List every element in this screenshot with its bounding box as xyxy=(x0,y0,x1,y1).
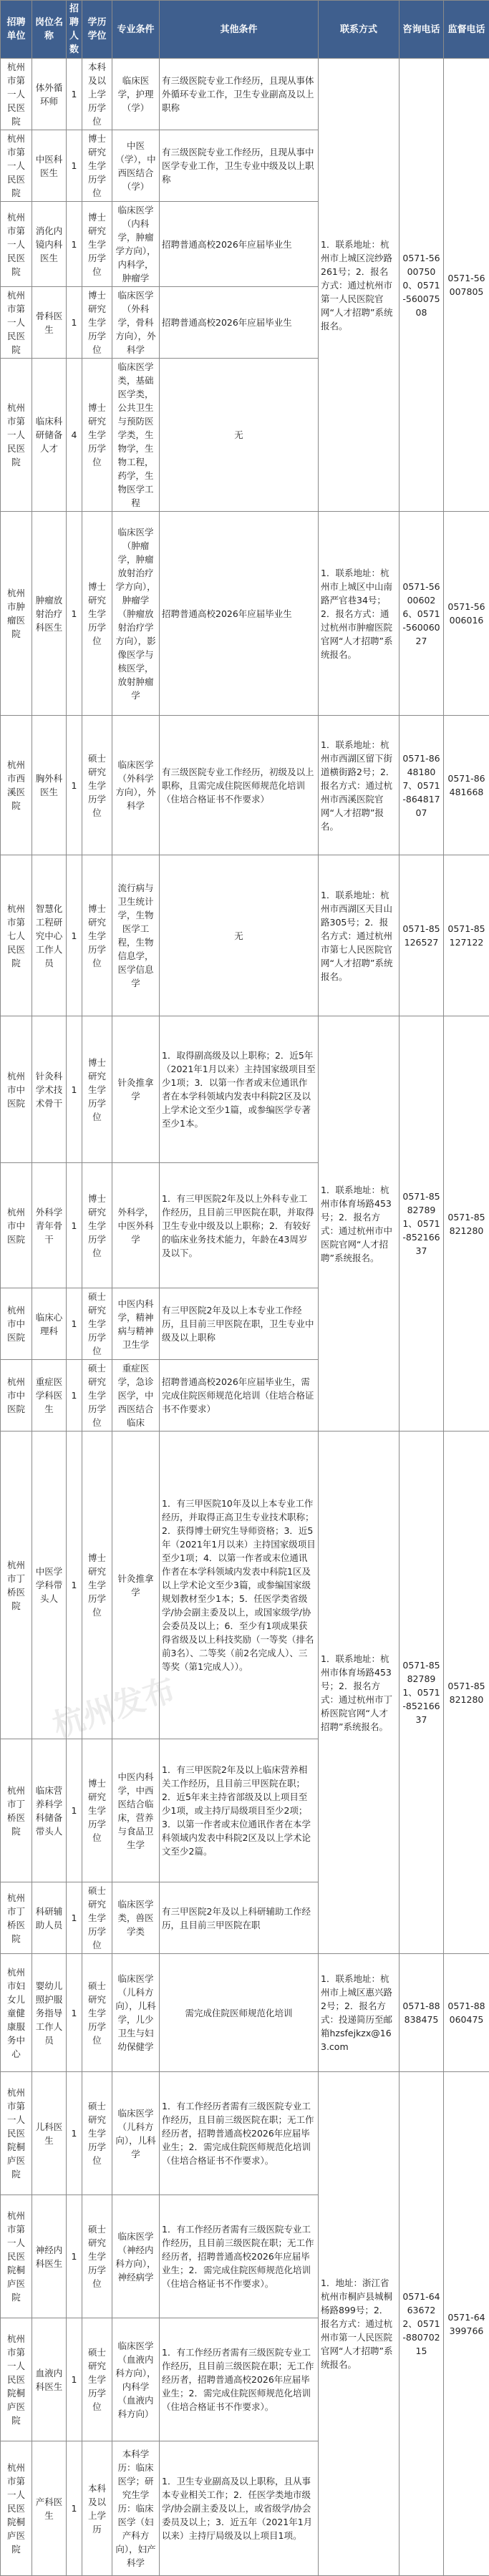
cell-unit: 杭州市肿瘤医院 xyxy=(1,512,32,716)
cell-unit: 杭州市中医院 xyxy=(1,1163,32,1288)
cell-education: 硕士研究生学历学位 xyxy=(82,2072,112,2195)
cell-education: 博士研究生学历学位 xyxy=(82,1016,112,1163)
cell-education: 博士研究生学历学位 xyxy=(82,202,112,287)
cell-unit: 杭州市第一人民医院桐庐医院 xyxy=(1,2441,32,2576)
cell-post: 儿科医生 xyxy=(32,2072,67,2195)
cell-other: 招聘普通高校2026年应届毕业生 xyxy=(160,512,319,716)
cell-count: 1 xyxy=(67,1954,82,2072)
cell-education: 博士研究生学历学位 xyxy=(82,855,112,1016)
cell-major: 针灸推拿学 xyxy=(112,1016,160,1163)
cell-unit: 杭州市丁桥医院 xyxy=(1,1739,32,1882)
cell-count: 4 xyxy=(67,359,82,512)
cell-contact: 1．地址：浙江省杭州市桐庐县城桐杨路899号；2．报名方式：通过杭州市第一人民医院官网“人才招聘”系统报名。 xyxy=(319,2072,400,2576)
table-row xyxy=(1,855,489,1016)
cell-post: 科研辅助人员 xyxy=(32,1882,67,1954)
cell-contact: 1．联系地址：杭州市上城区惠兴路2号；2．报名方式：投递简历至邮箱hzsfejkzx@163.com xyxy=(319,1954,400,2072)
cell-consult-phone: 0571-85827891、0571-85216637 xyxy=(400,1016,444,1432)
cell-consult-phone: 0571-86481807、0571-86481707 xyxy=(400,716,444,855)
cell-count: 1 xyxy=(67,59,82,130)
cell-count: 1 xyxy=(67,855,82,1016)
cell-post: 外科学青年骨干 xyxy=(32,1163,67,1288)
cell-count: 1 xyxy=(67,1016,82,1163)
cell-count: 1 xyxy=(67,1360,82,1432)
cell-major: 外科学，中医外科学 xyxy=(112,1163,160,1288)
cell-unit: 杭州市第一人民医院 xyxy=(1,287,32,359)
cell-education: 博士研究生学历学位 xyxy=(82,130,112,202)
cell-major: 中医内科学，中西医结合临床，营养与食品卫生学 xyxy=(112,1739,160,1882)
cell-post: 神经内科医生 xyxy=(32,2195,67,2318)
cell-supervise-phone: 0571-85821280 xyxy=(444,1432,489,1954)
cell-other: 1．卫生专业副高及以上职称，且从事本专业相关工作；2．任医学类地市级学/协会副主委及以上，或省级学/协会委员及以上；3．近五年（2021年1月以来）主持厅局级及以上项目1项。 xyxy=(160,2441,319,2576)
cell-supervise-phone: 0571-86481668 xyxy=(444,716,489,855)
cell-other: 需完成住院医师规范化培训 xyxy=(160,1954,319,2072)
cell-count: 1 xyxy=(67,2195,82,2318)
cell-unit: 杭州市中医院 xyxy=(1,1288,32,1360)
cell-other: 有三级医院专业工作经历，且现从事体外循环专业工作，卫生专业副高及以上职称 xyxy=(160,59,319,130)
cell-major: 临床医学（内科学，肿瘤学方向），内科学，肿瘤学 xyxy=(112,202,160,287)
cell-other: 无 xyxy=(160,855,319,1016)
cell-post: 体外循环师 xyxy=(32,59,67,130)
cell-other: 1．有三甲医院2年及以上临床营养相关工作经历，且目前三甲医院在职；2．近5年来主持省部级及以上项目至少1项，或主持厅局级项目至少2项；3．以第一作者或末位通讯作者在本学科领域内发表中科院2区及以上学术论文至少2篇。 xyxy=(160,1739,319,1882)
table-row xyxy=(1,1954,489,2072)
table-row xyxy=(1,512,489,716)
cell-count: 1 xyxy=(67,1288,82,1360)
cell-unit: 杭州市中医院 xyxy=(1,1016,32,1163)
cell-post: 产科医生 xyxy=(32,2441,67,2576)
table-row xyxy=(1,1432,489,1739)
cell-consult-phone: 0571-85827891、0571-85216637 xyxy=(400,1432,444,1954)
cell-unit: 杭州市第一人民医院桐庐医院 xyxy=(1,2072,32,2195)
cell-contact: 1．联系地址：杭州市体育场路453号；2．报名方式：通过杭州市中医院官网“人才招聘”系统报名。 xyxy=(319,1016,400,1432)
cell-education: 硕士研究生学历学位 xyxy=(82,1882,112,1954)
cell-count: 1 xyxy=(67,130,82,202)
cell-major: 临床医学（儿科方向），儿科学 xyxy=(112,2072,160,2195)
cell-count: 1 xyxy=(67,2318,82,2441)
cell-other: 无 xyxy=(160,359,319,512)
cell-contact: 1．联系地址：杭州市西湖区留下街道横街路2号；2．报名方式：通过杭州市西溪医院官网“人才招聘”报名。 xyxy=(319,716,400,855)
cell-education: 博士研究生学历学位 xyxy=(82,1432,112,1739)
cell-other: 1．取得副高级及以上职称；2．近5年（2021年1月以来）主持国家级项目至少1项；3．以第一作者或末位通讯作者在本学科领域内发表中科院2区及以上学术论文至少1篇，或参编医学专著至少1本。 xyxy=(160,1016,319,1163)
cell-major: 流行病与卫生统计学，生物医学工程，生物信息学，医学信息学 xyxy=(112,855,160,1016)
cell-supervise-phone: 0571-85821280 xyxy=(444,1016,489,1432)
cell-other: 有三甲医院2年及以上本专业工作经历，且目前三甲医院在职，卫生专业中级及以上职称 xyxy=(160,1288,319,1360)
cell-unit: 杭州市丁桥医院 xyxy=(1,1882,32,1954)
cell-other: 招聘普通高校2026年应届毕业生，需完成住院医师规范化培训（住培合格证书不作要求） xyxy=(160,1360,319,1432)
header-consult-phone: 咨询电话 xyxy=(400,1,444,59)
cell-education: 博士研究生学历学位 xyxy=(82,287,112,359)
cell-supervise-phone: 0571-85127122 xyxy=(444,855,489,1016)
cell-education: 博士研究生学历学位 xyxy=(82,512,112,716)
cell-post: 中医科医生 xyxy=(32,130,67,202)
cell-other: 1．有三甲医院10年及以上本专业工作经历，并取得正高卫生专业技术职称；2．获得博士研究生导师资格；3．近5年（2021年1月以来）主持国家级项目至少1项；4．以第一作者或末位通讯作者在本学科领域内发表中科院1区及以上学术论文至少3篇，或参编国家级规划教材至少1本；5．任医学类省级学/协会副主委及以上，或国家级学/协会委员及以上；6．至少有1项成果获得省级及以上科技奖励（一等奖（排名前3名）、二等奖（前2名完成人）、三等奖（第1完成人））。 xyxy=(160,1432,319,1739)
cell-major: 临床医学，护理（学） xyxy=(112,59,160,130)
cell-major: 针灸推拿学 xyxy=(112,1432,160,1739)
cell-education: 本科及以上学历 xyxy=(82,2441,112,2576)
cell-post: 婴幼儿照护服务指导工作人员 xyxy=(32,1954,67,2072)
cell-major: 临床医学（血液内科方向），内科学（血液内科方向） xyxy=(112,2318,160,2441)
cell-supervise-phone: 0571-56006016 xyxy=(444,512,489,716)
cell-contact: 1．联系地址：杭州市体育场路453号；2．报名方式：通过杭州市丁桥医院官网“人才招聘”系统报名。 xyxy=(319,1432,400,1954)
cell-count: 1 xyxy=(67,1739,82,1882)
cell-unit: 杭州市西溪医院 xyxy=(1,716,32,855)
cell-other: 有三级医院专业工作经历，初级及以上职称，且需完成住院医师规范化培训（住培合格证书不作要求） xyxy=(160,716,319,855)
cell-unit: 杭州市第一人民医院 xyxy=(1,130,32,202)
cell-other: 有三甲医院2年及以上科研辅助工作经历，且目前三甲医院在职 xyxy=(160,1882,319,1954)
cell-consult-phone: 0571-56006026、0571-56006027 xyxy=(400,512,444,716)
cell-other: 1．有工作经历者需有三级医院专业工作经历，且目前三级医院在职；无工作经历者，招聘普通高校2026年应届毕业生；2．需完成住院医师规范化培训（住培合格证书不作要求）。 xyxy=(160,2072,319,2195)
cell-other: 1．有工作经历者需有三级医院专业工作经历，且目前三级医院在职；无工作经历者，招聘普通高校2026年应届毕业生；2．需完成住院医师规范化培训（住培合格证书不作要求）。 xyxy=(160,2318,319,2441)
cell-unit: 杭州市妇女儿童健康服务中心 xyxy=(1,1954,32,2072)
cell-supervise-phone: 0571-88060475 xyxy=(444,1954,489,2072)
cell-education: 硕士研究生学历学位 xyxy=(82,716,112,855)
header-other: 其他条件 xyxy=(160,1,319,59)
cell-post: 中医学学科带头人 xyxy=(32,1432,67,1739)
cell-post: 重症医学科医生 xyxy=(32,1360,67,1432)
cell-other: 招聘普通高校2026年应届毕业生 xyxy=(160,202,319,287)
cell-other: 招聘普通高校2026年应届毕业生 xyxy=(160,287,319,359)
header-education: 学历学位 xyxy=(82,1,112,59)
header-count: 招聘人数 xyxy=(67,1,82,59)
cell-education: 硕士研究生学历学位 xyxy=(82,1288,112,1360)
cell-post: 针灸科学术技术骨干 xyxy=(32,1016,67,1163)
cell-other: 1．有三甲医院2年及以上外科专业工作经历，且目前三甲医院在职，并取得卫生专业中级及以上职称；2．有较好的临床业务技术能力，年龄在43周岁及以下。 xyxy=(160,1163,319,1288)
cell-supervise-phone: 0571-64399766 xyxy=(444,2072,489,2576)
cell-major: 重症医学，急诊医学，中西医结合临床 xyxy=(112,1360,160,1432)
cell-other: 有三级医院专业工作经历，且现从事中医学专业工作，卫生专业中级及以上职称 xyxy=(160,130,319,202)
cell-unit: 杭州市中医院 xyxy=(1,1360,32,1432)
header-post: 岗位名称 xyxy=(32,1,67,59)
cell-post: 消化内镜内科医生 xyxy=(32,202,67,287)
cell-post: 肿瘤放射治疗科医生 xyxy=(32,512,67,716)
cell-count: 1 xyxy=(67,202,82,287)
cell-education: 本科及以上学历学位 xyxy=(82,59,112,130)
cell-consult-phone: 0571-88838475 xyxy=(400,1954,444,2072)
cell-post: 智慧化工程研究中心工作人员 xyxy=(32,855,67,1016)
cell-major: 临床医学（神经内科方向），神经病学 xyxy=(112,2195,160,2318)
cell-major: 本科学历：临床医学；研究生学历：临床医学（妇产科方向），妇产科学 xyxy=(112,2441,160,2576)
cell-count: 1 xyxy=(67,287,82,359)
cell-unit: 杭州市第七人民医院 xyxy=(1,855,32,1016)
cell-education: 博士研究生学历学位 xyxy=(82,1739,112,1882)
cell-major: 临床医学（儿科方向），儿科学，儿少卫生与妇幼保健学 xyxy=(112,1954,160,2072)
cell-education: 硕士研究生学历学位 xyxy=(82,1954,112,2072)
cell-contact: 1．联系地址：杭州市西湖区天目山路305号；2．报名方式：通过杭州市第七人民医院官网“人才招聘”系统报名。 xyxy=(319,855,400,1016)
cell-major: 临床医学类，兽医学类 xyxy=(112,1882,160,1954)
cell-education: 博士研究生学历学位 xyxy=(82,359,112,512)
cell-education: 硕士研究生学历学位 xyxy=(82,2195,112,2318)
cell-consult-phone: 0571-56007500、0571-56007508 xyxy=(400,59,444,512)
watermark: 杭州发布 xyxy=(46,1663,180,1746)
header-unit: 招聘单位 xyxy=(1,1,32,59)
cell-contact: 1．联系地址：杭州市上城区中山南路严官巷34号；2．报名方式：通过杭州市肿瘤医院官网“人才招聘”系统报名。 xyxy=(319,512,400,716)
cell-post: 血液内科医生 xyxy=(32,2318,67,2441)
header-supervise-phone: 监督电话 xyxy=(444,1,489,59)
table-row xyxy=(1,2072,489,2195)
cell-unit: 杭州市第一人民医院 xyxy=(1,59,32,130)
cell-other: 1．有工作经历者需有三级医院专业工作经历，且目前三级医院在职；无工作经历者，招聘普通高校2026年应届毕业生；2．需完成住院医师规范化培训（住培合格证书不作要求）。 xyxy=(160,2195,319,2318)
cell-supervise-phone: 0571-56007805 xyxy=(444,59,489,512)
cell-contact: 1．联系地址：杭州市上城区浣纱路261号；2．报名方式：通过杭州市第一人民医院官网“人才招聘”系统报名。 xyxy=(319,59,400,512)
cell-education: 硕士研究生学历学位 xyxy=(82,1360,112,1432)
cell-unit: 杭州市第一人民医院桐庐医院 xyxy=(1,2195,32,2318)
cell-count: 1 xyxy=(67,512,82,716)
table-header-row xyxy=(1,1,489,59)
cell-count: 1 xyxy=(67,2441,82,2576)
cell-unit: 杭州市丁桥医院 xyxy=(1,1432,32,1739)
cell-post: 临床科研储备人才 xyxy=(32,359,67,512)
cell-consult-phone: 0571-64636722、0571-88070215 xyxy=(400,2072,444,2576)
cell-major: 临床医学类，基础医学类，公共卫生与预防医学类，生物学，生物工程，药学，生物医学工程 xyxy=(112,359,160,512)
cell-unit: 杭州市第一人民医院桐庐医院 xyxy=(1,2318,32,2441)
cell-count: 1 xyxy=(67,1163,82,1288)
cell-count: 1 xyxy=(67,2072,82,2195)
table-row xyxy=(1,1016,489,1163)
cell-count: 1 xyxy=(67,716,82,855)
cell-unit: 杭州市第一人民医院 xyxy=(1,359,32,512)
cell-major: 临床医学（外科学，骨科方向），外科学 xyxy=(112,287,160,359)
cell-major: 中医内科学，精神病与精神卫生学 xyxy=(112,1288,160,1360)
cell-post: 临床营养科学科储备带头人 xyxy=(32,1739,67,1882)
cell-education: 博士研究生学历学位 xyxy=(82,1163,112,1288)
header-major: 专业条件 xyxy=(112,1,160,59)
cell-count: 1 xyxy=(67,1882,82,1954)
table-row xyxy=(1,59,489,130)
header-contact: 联系方式 xyxy=(319,1,400,59)
cell-major: 临床医学（肿瘤学，肿瘤放射治疗学方向），肿瘤学（肿瘤放射治疗学方向），影像医学与核医学，放射肿瘤学 xyxy=(112,512,160,716)
cell-post: 临床心理科 xyxy=(32,1288,67,1360)
cell-major: 中医（学），中西医结合（学） xyxy=(112,130,160,202)
cell-consult-phone: 0571-85126527 xyxy=(400,855,444,1016)
cell-post: 骨科医生 xyxy=(32,287,67,359)
cell-count: 1 xyxy=(67,1432,82,1739)
cell-post: 胸外科医生 xyxy=(32,716,67,855)
cell-education: 硕士研究生学历学位 xyxy=(82,2318,112,2441)
cell-major: 临床医学（外科学方向），外科学 xyxy=(112,716,160,855)
cell-unit: 杭州市第一人民医院 xyxy=(1,202,32,287)
table-row xyxy=(1,716,489,855)
